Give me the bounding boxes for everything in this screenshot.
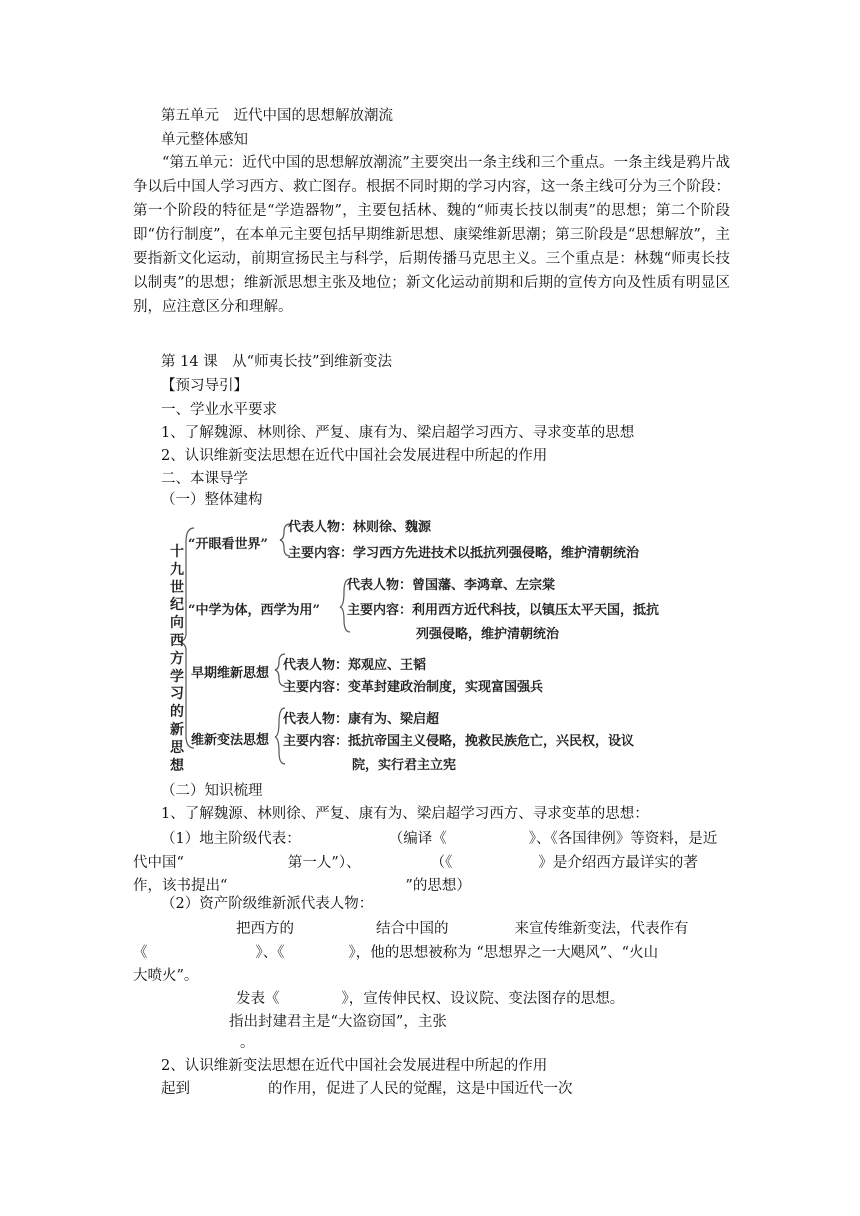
effect-line: 起到 的作用，促进了人民的觉醒，这是中国近代一次: [161, 1081, 573, 1097]
reformer-heading: （2）资产阶级维新派代表人物：: [161, 896, 374, 912]
branch-2-content-1: 主要内容：利用西方近代科技，以镇压太平天国，抵抗: [347, 603, 660, 618]
branch-3-name: 早期维新思想: [191, 666, 270, 681]
structure-diagram: [160, 512, 700, 772]
knowledge-item-1: 1、了解魏源、林则徐、严复、康有为、梁启超学习西方、寻求变革的思想：: [161, 806, 649, 822]
reformer-line-4: 发表《 》，宣传伸民权、设议院、变法图存的思想。: [236, 991, 625, 1007]
reformer-line-5: 指出封建君主是“大盗窃国”，主张: [229, 1014, 447, 1030]
diagram-vertical-title: 十 九 世 纪 向 西 方 学 习 的 新 思 想: [170, 544, 184, 774]
reformer-line-6: 。: [240, 1035, 255, 1051]
subheading-structure: （一）整体建构: [161, 492, 263, 508]
branch-1-name: “开眼看世界”: [188, 537, 268, 552]
branch-3-rep: 代表人物：郑观应、王韬: [283, 658, 427, 673]
reformer-line-3: 大喷火”。: [133, 968, 199, 984]
section-heading-2: 二、本课导学: [161, 471, 248, 487]
overview-paragraph: “第五单元：近代中国的思想解放潮流”主要突出一条主线和三个重点。一条主线是鸦片战争以后中国人学习西方、救亡图存。根据不同时期的学习内容，这一条主线可分为三个阶段：第一个阶段的特征是“学造器物”，主要包括林、魏的“师夷长技以制夷”的思想；第二个阶段即“仿行制度”，在本单元主要包括早期维新思想、康梁维新思潮；第三阶段是“思想解放”，主要指新文化运动，前期宣扬民主与科学，后期传播马克思主义。三个重点是：林魏“师夷长技以制夷”的思想；维新派思想主张及地位；新文化运动前期和后期的宣传方向及性质有明显区别，应注意区分和理解。: [133, 155, 730, 315]
branch-1-content: 主要内容：学习西方先进技术以抵抗列强侵略，维护清朝统治: [288, 546, 640, 561]
branch-2-rep: 代表人物：曾国藩、李鸿章、左宗棠: [347, 578, 556, 593]
requirement-1: 1、了解魏源、林则徐、严复、康有为、梁启超学习西方、寻求变革的思想: [161, 425, 635, 441]
section-heading-1: 一、学业水平要求: [161, 402, 277, 418]
unit-title: 第五单元 近代中国的思想解放潮流: [161, 108, 393, 124]
branch-4-content-2: 院，实行君主立宪: [352, 758, 457, 773]
branch-3-content: 主要内容：变革封建政治制度，实现富国强兵: [283, 680, 544, 695]
requirement-2: 2、认识维新变法思想在近代中国社会发展进程中所起的作用: [161, 448, 548, 464]
reformer-line-2: 《 》、《 》，他的思想被称为 “思想界之一大飓风”、“火山: [133, 945, 659, 961]
lesson-title: 第 14 课 从“师夷长技”到维新变法: [161, 354, 392, 370]
branch-2-content-2: 列强侵略，维护清朝统治: [416, 627, 560, 642]
branch-1-rep: 代表人物：林则徐、魏源: [288, 520, 432, 535]
branch-4-rep: 代表人物：康有为、梁启超: [283, 712, 440, 727]
subheading-knowledge: （二）知识梳理: [161, 783, 263, 799]
landlord-line-3: 作，该书提出“ ”的思想）: [133, 878, 471, 894]
branch-4-name: 维新变法思想: [191, 733, 270, 748]
reformer-line-1: 把西方的 结合中国的 来宣传维新变法，代表作有: [236, 921, 689, 937]
knowledge-item-2: 2、认识维新变法思想在近代中国社会发展进程中所起的作用: [161, 1058, 548, 1074]
landlord-line-2: 代中国“ 第一人”）、 （《 》是介绍西方最详实的著: [133, 855, 698, 871]
branch-2-name: “中学为体，西学为用”: [188, 603, 320, 618]
preview-heading: 【预习导引】: [161, 378, 248, 394]
landlord-line-1: （1）地主阶级代表： （编译《 》、《各国律例》等资料，是近: [161, 831, 718, 847]
branch-4-content-1: 主要内容：抵抗帝国主义侵略，挽救民族危亡，兴民权，设议: [283, 734, 635, 749]
overview-heading: 单元整体感知: [161, 132, 248, 148]
